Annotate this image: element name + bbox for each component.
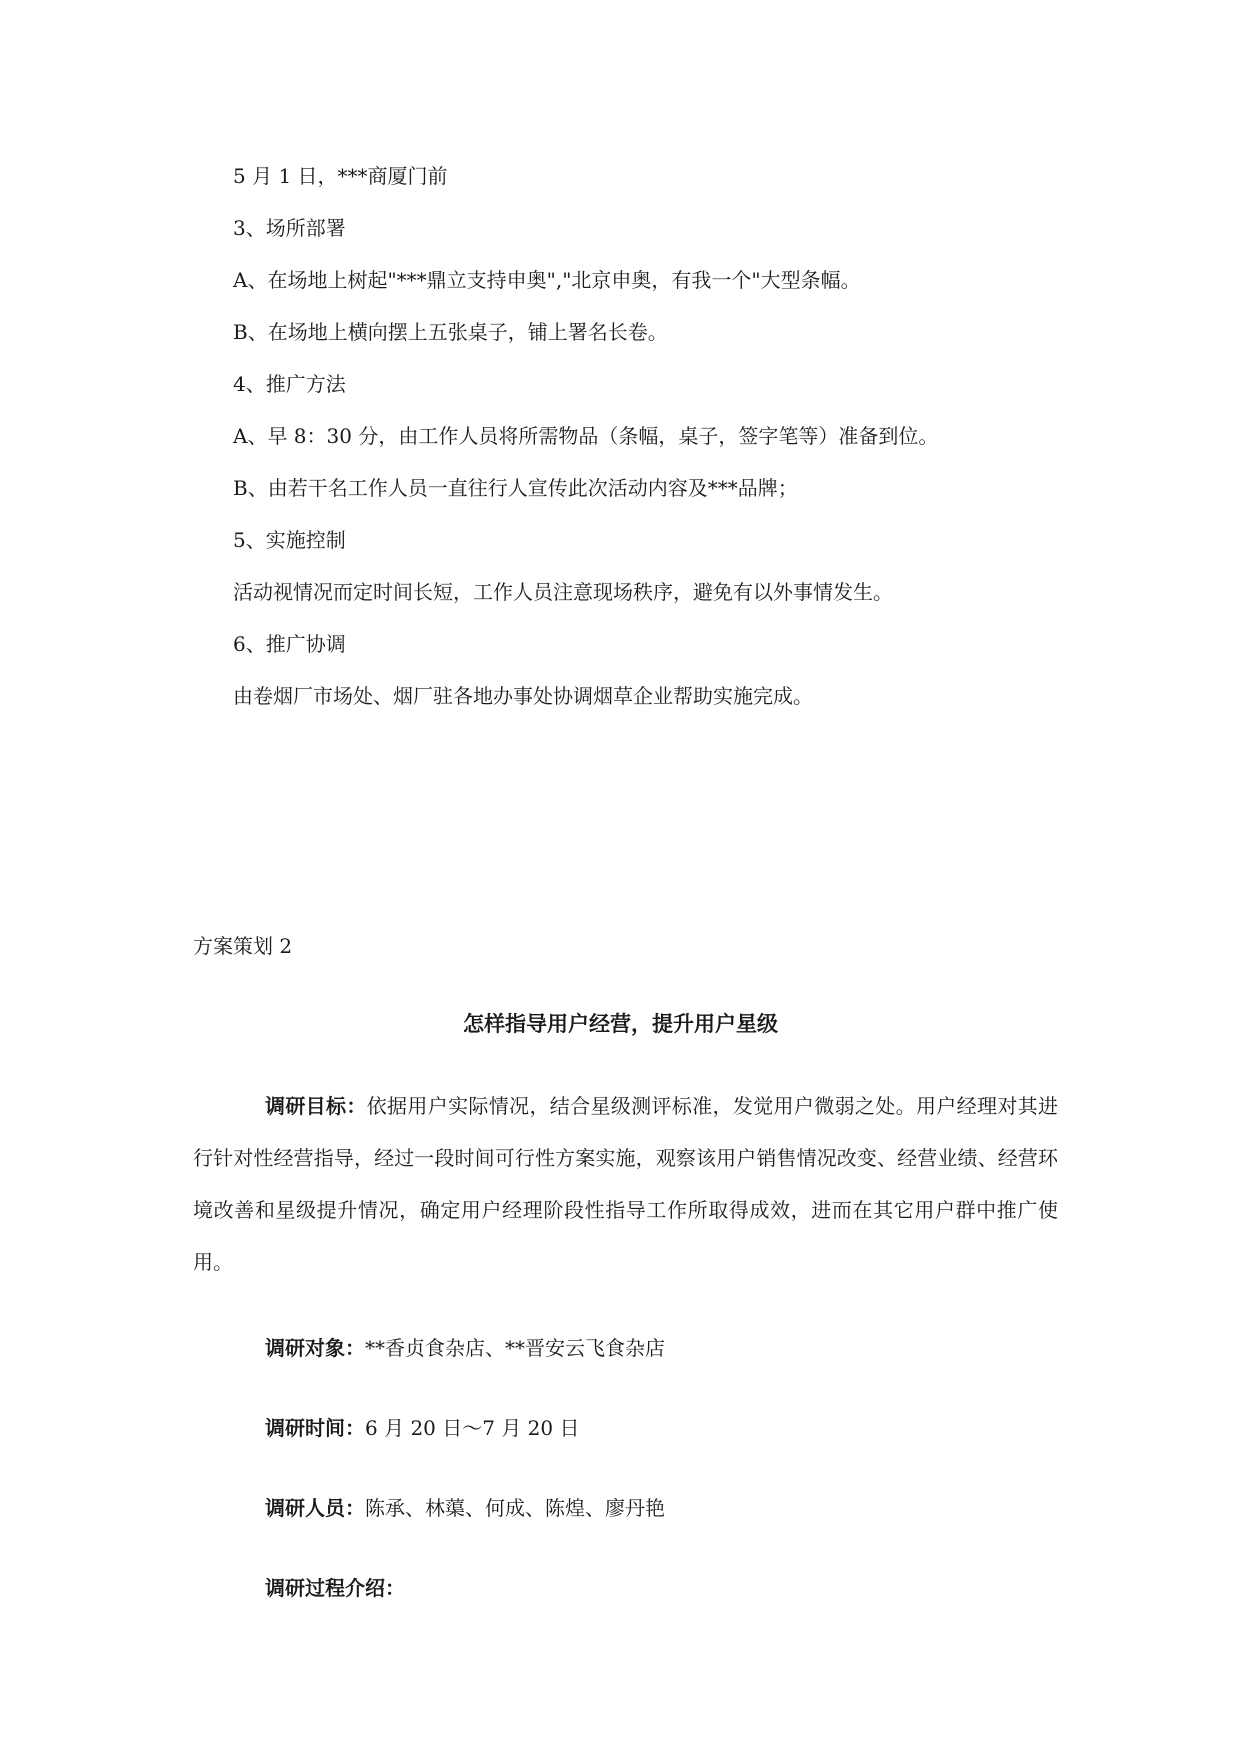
text-line-coordination: 由卷烟厂市场处、烟厂驻各地办事处协调烟草企业帮助实施完成。 [233,684,813,708]
heading-promotion-coordination: 6、推广协调 [233,632,346,656]
time-value: 6 月 20 日～7 月 20 日 [365,1416,580,1440]
staff-value: 陈承、林蕖、何成、陈煌、廖丹艳 [365,1496,665,1520]
text-line-method-b: B、由若干名工作人员一直往行人宣传此次活动内容及***品牌； [233,476,798,500]
heading-implementation-control: 5、实施控制 [233,528,346,552]
target-value: **香贞食杂店、**晋安云飞食杂店 [365,1336,665,1360]
objective-label: 调研目标： [265,1094,367,1118]
target-field [265,1334,665,1362]
text-line-venue-b: B、在场地上横向摆上五张桌子，铺上署名长卷。 [233,320,668,344]
document-title: 怎样指导用户经营，提升用户星级 [463,1012,778,1036]
staff-label: 调研人员： [265,1496,365,1520]
section-label: 方案策划 2 [193,934,293,958]
text-line-venue-a: A、在场地上树起"***鼎立支持申奥","北京申奥，有我一个"大型条幅。 [233,268,861,292]
text-line-date-location: 5 月 1 日，***商厦门前 [233,164,448,188]
time-label: 调研时间： [265,1416,365,1440]
staff-field [265,1494,665,1522]
text-line-control: 活动视情况而定时间长短，工作人员注意现场秩序，避免有以外事情发生。 [233,580,893,604]
heading-venue-layout: 3、场所部署 [233,216,346,240]
process-field [265,1574,405,1602]
objective-paragraph [193,1080,1058,1288]
objective-text: 依据用户实际情况，结合星级测评标准，发觉用户微弱之处。用户经理对其进行针对性经营指导，经过一段时间可行性方案实施，观察该用户销售情况改变、经营业绩、经营环境改善和星级提升情况，确定用户经理阶段性指导工作所取得成效，进而在其它用户群中推广使用。 [193,1094,1059,1274]
text-line-method-a: A、早 8：30 分，由工作人员将所需物品（条幅，桌子，签字笔等）准备到位。 [233,424,939,448]
heading-promotion-method: 4、推广方法 [233,372,346,396]
process-label: 调研过程介绍： [265,1576,405,1600]
time-field [265,1414,580,1442]
target-label: 调研对象： [265,1336,365,1360]
